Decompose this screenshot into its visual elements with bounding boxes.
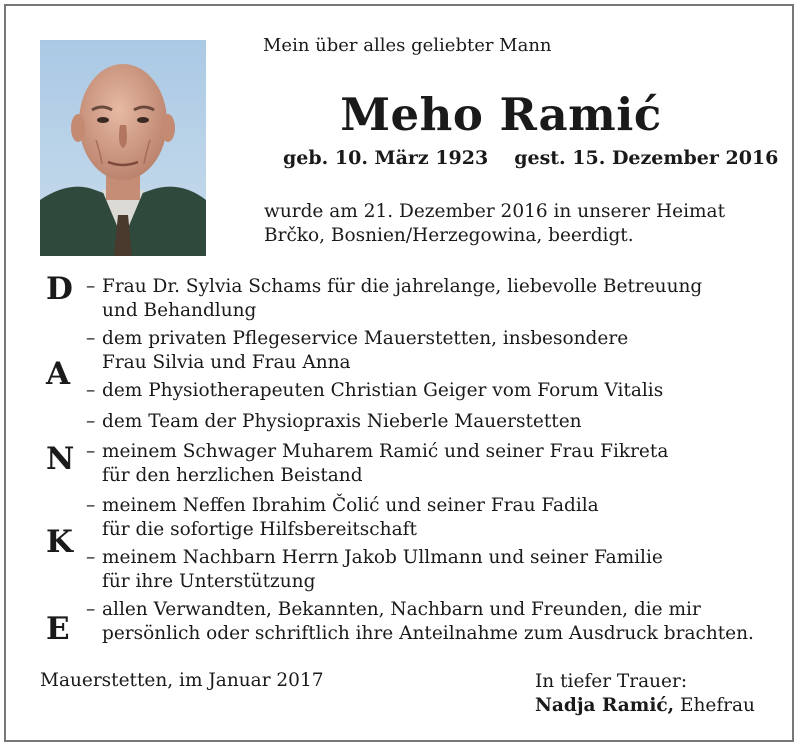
burial-line-1: wurde am 21. Dezember 2016 in unserer Heimat <box>264 201 726 222</box>
intro-text: Mein über alles geliebter Mann <box>263 35 552 56</box>
entry-line: meinem Schwager Muharem Ramić und seiner Frau Fikreta <box>102 441 669 462</box>
place-date: Mauerstetten, im Januar 2017 <box>40 670 324 691</box>
dash: – <box>86 495 96 516</box>
dash: – <box>86 547 96 568</box>
entry-line: für den herzlichen Beistand <box>102 465 363 486</box>
mourner-name: Nadja Ramić, <box>535 695 675 716</box>
danke-letter-a: A <box>46 356 71 392</box>
thanks-entry <box>86 598 754 646</box>
dash: – <box>86 380 96 401</box>
entry-line: für ihre Unterstützung <box>102 571 316 592</box>
dash: – <box>86 328 96 349</box>
portrait-photo <box>40 40 206 256</box>
danke-letter-e: E <box>46 611 70 647</box>
danke-letter-k: K <box>46 524 73 560</box>
burial-text <box>264 200 725 248</box>
thanks-entry <box>86 275 702 323</box>
entry-line: für die sofortige Hilfsbereitschaft <box>102 519 417 540</box>
entry-line: meinem Neffen Ibrahim Čolić und seiner Frau Fadila <box>102 495 599 516</box>
danke-letter-d: D <box>46 271 73 307</box>
entry-line: meinem Nachbarn Herrn Jakob Ullmann und seiner Familie <box>102 547 663 568</box>
entry-line: Frau Dr. Sylvia Schams für die jahrelange, liebevolle Betreuung <box>102 276 703 297</box>
dash: – <box>86 599 96 620</box>
entry-line: allen Verwandten, Bekannten, Nachbarn und Freunden, die mir <box>102 599 701 620</box>
dash: – <box>86 411 96 432</box>
mourning-block <box>535 670 755 718</box>
thanks-entry <box>86 379 663 403</box>
entry-line: Frau Silvia und Frau Anna <box>102 352 351 373</box>
dash: – <box>86 276 96 297</box>
thanks-entry <box>86 327 628 375</box>
mourner <box>535 694 755 718</box>
birth-date: geb. 10. März 1923 <box>283 147 489 169</box>
thanks-entry <box>86 494 599 542</box>
mourner-role: Ehefrau <box>679 695 755 716</box>
thanks-entry <box>86 440 668 488</box>
entry-line: dem Physiotherapeuten Christian Geiger vom Forum Vitalis <box>102 380 664 401</box>
mourning-label: In tiefer Trauer: <box>535 671 688 692</box>
burial-line-2: Brčko, Bosnien/Herzegowina, beerdigt. <box>264 225 634 246</box>
deceased-name: Meho Ramić <box>340 88 662 141</box>
dash: – <box>86 441 96 462</box>
entry-line: und Behandlung <box>102 300 257 321</box>
life-dates <box>283 147 778 169</box>
death-date: gest. 15. Dezember 2016 <box>514 147 779 169</box>
danke-letter-n: N <box>46 441 75 477</box>
thanks-entry <box>86 410 582 434</box>
entry-line: dem Team der Physiopraxis Nieberle Mauerstetten <box>102 411 582 432</box>
entry-line: persönlich oder schriftlich ihre Anteilnahme zum Ausdruck brachten. <box>102 623 754 644</box>
entry-line: dem privaten Pflegeservice Mauerstetten, insbesondere <box>102 328 629 349</box>
thanks-entry <box>86 546 663 594</box>
